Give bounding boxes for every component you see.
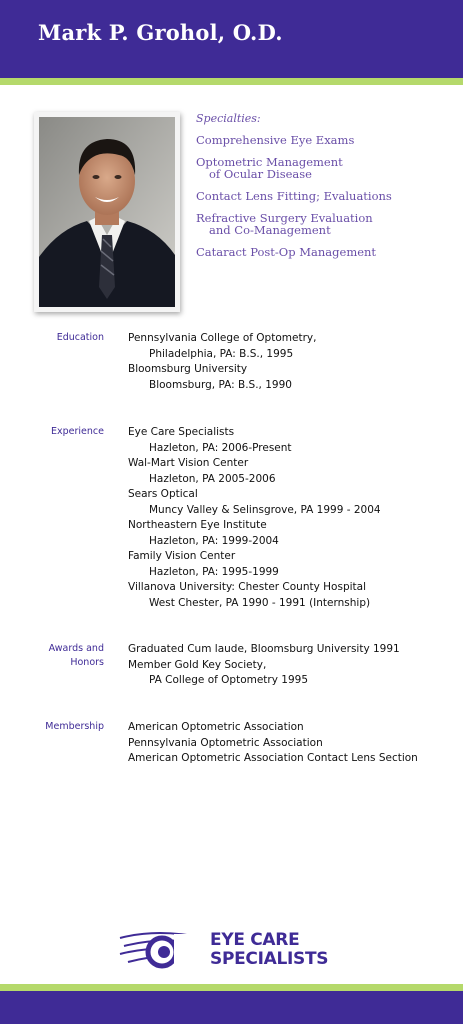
- experience-line: Hazleton, PA: 2006-Present: [149, 441, 292, 454]
- awards-label: [49, 642, 104, 670]
- specialty-item: [196, 156, 458, 180]
- header-banner: [0, 0, 463, 78]
- experience-line: Sears Optical: [128, 488, 198, 500]
- awards-label-line: Awards and: [48, 643, 104, 654]
- doctor-name-title: Mark P. Grohol, O.D.: [38, 20, 283, 45]
- specialty-item: [196, 134, 458, 146]
- experience-label: Experience: [51, 426, 104, 437]
- specialty-item: [196, 190, 458, 202]
- doctor-portrait: [34, 112, 180, 312]
- footer-accent-stripe: [0, 984, 463, 991]
- specialty-line: Contact Lens Fitting; Evaluations: [196, 189, 392, 203]
- membership-line: American Optometric Association Contact Lens Section: [128, 752, 418, 764]
- membership-line: American Optometric Association: [128, 721, 304, 733]
- awards-label-line: Honors: [70, 657, 104, 668]
- experience-line: West Chester, PA 1990 - 1991 (Internship): [149, 596, 371, 609]
- logo-text-line: EYE CARE: [210, 930, 300, 950]
- specialty-item: [196, 246, 458, 258]
- specialty-line: Comprehensive Eye Exams: [196, 133, 355, 147]
- education-label: Education: [56, 332, 104, 343]
- experience-line: Hazleton, PA: 1999-2004: [149, 534, 279, 547]
- awards-line: Graduated Cum laude, Bloomsburg University 1991: [128, 643, 400, 655]
- specialty-line: Optometric Management: [196, 155, 343, 169]
- education-line: Bloomsburg University: [128, 363, 248, 375]
- education-line: Pennsylvania College of Optometry,: [128, 332, 317, 344]
- logo-text-line: SPECIALISTS: [210, 949, 329, 969]
- header-accent-stripe: [0, 78, 463, 85]
- experience-line: Villanova University: Chester County Hospital: [128, 581, 367, 593]
- experience-line: Wal-Mart Vision Center: [128, 457, 249, 469]
- education-line: Bloomsburg, PA: B.S., 1990: [149, 378, 292, 391]
- specialties-heading: Specialties:: [196, 112, 261, 125]
- experience-line: Hazleton, PA 2005-2006: [149, 472, 276, 485]
- specialty-item: [196, 212, 458, 236]
- specialty-line: Refractive Surgery Evaluation: [196, 211, 373, 225]
- membership-line: Pennsylvania Optometric Association: [128, 736, 323, 749]
- eye-care-specialists-logo: [118, 926, 358, 972]
- education-entries: [128, 331, 458, 393]
- footer-banner: [0, 991, 463, 1024]
- portrait-photo: [39, 117, 175, 307]
- specialty-line-continued: of Ocular Disease: [209, 167, 312, 181]
- awards-line: Member Gold Key Society,: [128, 658, 267, 671]
- experience-line: Family Vision Center: [128, 550, 236, 562]
- experience-line: Northeastern Eye Institute: [128, 519, 267, 531]
- experience-line: Eye Care Specialists: [128, 426, 235, 438]
- specialty-line-continued: and Co-Management: [209, 223, 331, 237]
- eye-swoosh-icon: [118, 926, 210, 972]
- education-line: Philadelphia, PA: B.S., 1995: [149, 347, 294, 360]
- awards-entries: [128, 642, 458, 689]
- specialty-line: Cataract Post-Op Management: [196, 245, 377, 259]
- experience-entries: [128, 425, 458, 611]
- experience-line: Muncy Valley & Selinsgrove, PA 1999 - 2004: [149, 503, 381, 516]
- membership-entries: [128, 720, 458, 767]
- membership-label: Membership: [45, 721, 104, 732]
- experience-line: Hazleton, PA: 1995-1999: [149, 565, 279, 578]
- specialties-panel: [196, 112, 458, 268]
- awards-line: PA College of Optometry 1995: [149, 674, 309, 686]
